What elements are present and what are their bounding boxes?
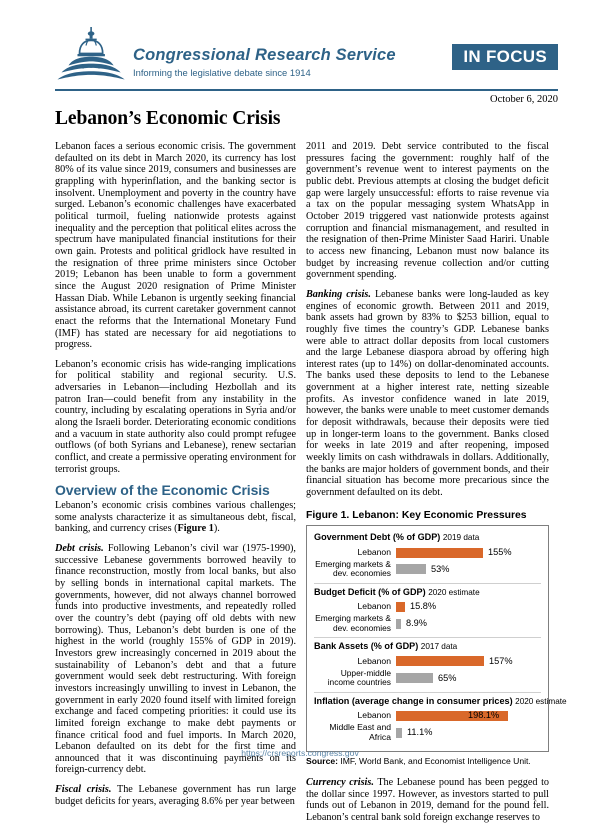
chart-group-government-debt — [314, 531, 541, 582]
bar-label: Lebanon — [357, 601, 391, 612]
bar-comparison-inflation — [396, 728, 402, 738]
chart-group-heading — [314, 695, 567, 708]
org-tagline: Informing the legislative debate since 1914 — [133, 66, 311, 78]
bar-comparison-budget-deficit — [396, 619, 401, 629]
bar-label: Upper-middle income countries — [327, 667, 391, 688]
section-heading-overview: Overview of the Economic Crisis — [55, 482, 270, 499]
paragraph-currency-crisis — [306, 777, 549, 824]
chart-group-heading — [314, 532, 541, 544]
figure-reference: Figure 1 — [177, 523, 214, 535]
chart-bar-row — [314, 614, 541, 633]
group-note-text: 2020 estimate — [515, 696, 567, 706]
chart-bar-row — [314, 546, 541, 559]
crs-logo — [55, 26, 396, 82]
header-divider — [55, 89, 558, 91]
bar-comparison-gov-debt — [396, 564, 426, 574]
chart-group-heading — [314, 641, 541, 653]
group-note-text: 2017 data — [420, 642, 458, 652]
paragraph-debt-crisis — [55, 543, 296, 776]
paragraph-overview — [55, 500, 296, 535]
masthead — [55, 26, 558, 86]
bar-value: 198.1% — [468, 710, 500, 721]
bar-value: 11.1% — [407, 726, 433, 737]
source-label: Source: — [306, 756, 338, 767]
chart-group-bank-assets — [314, 637, 541, 691]
group-heading-text: Budget Deficit (% of GDP) — [314, 586, 426, 597]
bar-label: Emerging markets & dev. economies — [315, 613, 391, 633]
figure-chart-area — [306, 525, 567, 752]
group-note-text: 2019 data — [442, 533, 480, 543]
debt-crisis-text: Following Lebanon’s civil war (1975-1990), successive Lebanese governments borrowed heavily to finance reconstruction, mostly from local banks, but also by selling bonds in international capital markets. The governments, however, did not always channel borrowed funds into productive investments, and repeatedly rolled over the country’s debt (paying off old debts with new borrowing). Thus, Lebanon’s debt burden is one of the highest in the world (roughly 155% of GDP in 2019). Investors grew increasingly concerned in 2019 about the sustainability of Lebanon’s debt and that a future government would seek debt restructuring. With foreign investors increasingly unwilling to invest in Lebanon, the government in early 2020 found itself with limited foreign exchange and faced competing priorities: it could use its limited foreign exchange to make debt payments or finance critical food and fuel imports. In March 2020, Lebanon defaulted on its debt for the first time and announced that it was discontinuing payments on its foreign-currency debt. — [55, 543, 296, 776]
group-heading-text: Government Debt (% of GDP) — [314, 532, 441, 543]
bar-lebanon-budget-deficit — [396, 602, 405, 612]
run-in-heading-fiscal: Fiscal crisis. — [55, 784, 112, 796]
run-in-heading-debt: Debt crisis. — [55, 543, 104, 554]
bar-value: 157% — [489, 655, 513, 666]
chart-group-budget-deficit — [314, 583, 541, 637]
figure-1 — [306, 509, 567, 768]
bar-value: 8.9% — [406, 618, 427, 629]
banking-crisis-text: Lebanese banks were long-lauded as key engines of economic growth. Between 2011 and 2019, bank assets had grown by 83% to $253 billion, equal to roughly five times the country’s GDP. Lebanese banks were able to attract dollar deposits from local customers and the large Lebanese diaspora abroad by offering high interest rates (up to 14%) on dollar-denominated accounts. The banks used these deposits to lend to the Lebanese government at a higher interest rate, netting sizeable profits. As investor confidence waned in late 2019, however, the banks were unable to meet customer demands for deposit withdrawals, because their deposits were tied up in longer-term loans to the government. Banks closed for weeks in late 2019 and after reopening, imposed weekly limits on cash withdrawals in dollars. Additionally, the banks are major holders of government bonds, and their financial situation has become more precarious since the government defaulted on its debt. — [306, 288, 549, 499]
group-note-text: 2020 estimate — [428, 587, 480, 597]
chart-bar-row — [314, 655, 541, 668]
chart-bar-row — [314, 709, 541, 722]
in-focus-badge: IN FOCUS — [452, 44, 558, 70]
overview-text-after: ). — [213, 523, 220, 535]
bar-label: Lebanon — [357, 655, 391, 666]
fiscal-crisis-text: The Lebanese government has run large budget deficits for years, averaging 8.6% per year between — [55, 784, 296, 807]
org-name: Congressional Research Service — [133, 46, 396, 64]
run-in-heading-banking: Banking crisis. — [306, 288, 371, 300]
paragraph-banking-crisis — [306, 289, 549, 499]
chart-group-heading — [314, 587, 541, 599]
chart-bar-row — [314, 723, 541, 742]
bar-label: Lebanon — [357, 710, 391, 721]
bar-value: 53% — [431, 563, 450, 574]
bar-value: 15.8% — [410, 601, 437, 612]
overview-text-before: Lebanon’s economic crisis combines various challenges; some analysts characterize it as simultaneous debt, fiscal, banking, and currency crises ( — [55, 500, 296, 535]
group-heading-text: Inflation (average change in consumer prices) — [314, 695, 513, 706]
group-heading-text: Bank Assets (% of GDP) — [314, 641, 419, 652]
run-in-heading-currency: Currency crisis. — [306, 776, 374, 788]
chart-bar-row — [314, 560, 541, 579]
publication-date: October 6, 2020 — [490, 94, 558, 105]
right-column — [306, 141, 567, 824]
paragraph-intro: Lebanon faces a serious economic crisis. The government defaulted on its debt in March 2020, its currency has lost 80% of its value since 2019, consumers and businesses are grappling with hyperinflation, and the banking sector is insolvent. Unemployment and poverty in the country have surged. Lebanon’s economic challenges have exacerbated political turmoil, fueling nationwide protests against inequality and the perception that political elites across the spectrum have manipulated financial institutions for their own gain. Protests and political gridlock have resulted in the resignation of three prime ministers since October 2019; Lebanon has been unable to form a government since the August 2020 resignation of Prime Minister Hassan Diab. While Lebanon is urgently seeking financial assistance abroad, its current caretaker government cannot enact the reforms that the International Monetary Fund (IMF) has stated are necessary for aid negotiations to progress. — [55, 141, 296, 351]
bar-label: Emerging markets & dev. economies — [315, 559, 391, 579]
left-column — [55, 141, 296, 807]
bar-value: 65% — [438, 672, 457, 683]
bar-comparison-bank-assets — [396, 673, 433, 683]
page-title: Lebanon’s Economic Crisis — [55, 108, 281, 129]
bar-label: Lebanon — [357, 546, 391, 557]
bar-lebanon-bank-assets — [396, 656, 484, 666]
bar-lebanon-gov-debt — [396, 548, 483, 558]
capitol-dome-icon — [55, 26, 129, 82]
bar-value: 155% — [488, 546, 512, 557]
figure-title: Figure 1. Lebanon: Key Economic Pressures — [306, 509, 527, 521]
bar-label: Middle East and Africa — [329, 722, 391, 742]
source-text: IMF, World Bank, and Economist Intelligence Unit. — [338, 756, 531, 767]
paragraph-fiscal-crisis — [55, 784, 296, 807]
paragraph-fiscal-continued: 2011 and 2019. Debt service contributed to the fiscal pressures facing the government: roughly half of the government’s revenue went to interest payments on the public debt. Previous attempts at closing the budget deficit gap were largely unsuccessful: efforts to raise revenue via a tax on the popular messaging system WhatsApp in October 2019 triggered vast nationwide protests against corruption and financial mismanagement, and resulted in the resignation of then-Prime Minister Saad Hariri. Unable to access new financing, Lebanon must now balance its budget by increasing revenue collection and/or cutting government spending. — [306, 141, 549, 281]
chart-bar-row — [314, 669, 541, 688]
paragraph-implications: Lebanon’s economic crisis has wide-ranging implications for political stability and regional security. U.S. adversaries in Lebanon—including Hezbollah and its patron Iran—could benefit from any instability in the country, including by escalating operations in Syria and/or along the Israeli border. Deteriorating economic conditions and a vacuum in state authority also could prompt refugee outflows (of both Syrians and Lebanese), renew sectarian conflict, and create a permissive operating environment for terrorist groups. — [55, 358, 297, 475]
footer-url[interactable]: https://crsreports.congress.gov — [241, 748, 359, 758]
chart-group-inflation — [314, 692, 567, 746]
crs-brand-text — [133, 26, 396, 77]
chart-bar-row — [314, 600, 541, 613]
currency-crisis-text: The Lebanese pound has been pegged to the dollar since 1997. However, as investors started to pull funds out of Lebanon in 2019, demand for the pound fell. Lebanon’s central bank sold foreign exchange reserves to — [306, 776, 549, 823]
